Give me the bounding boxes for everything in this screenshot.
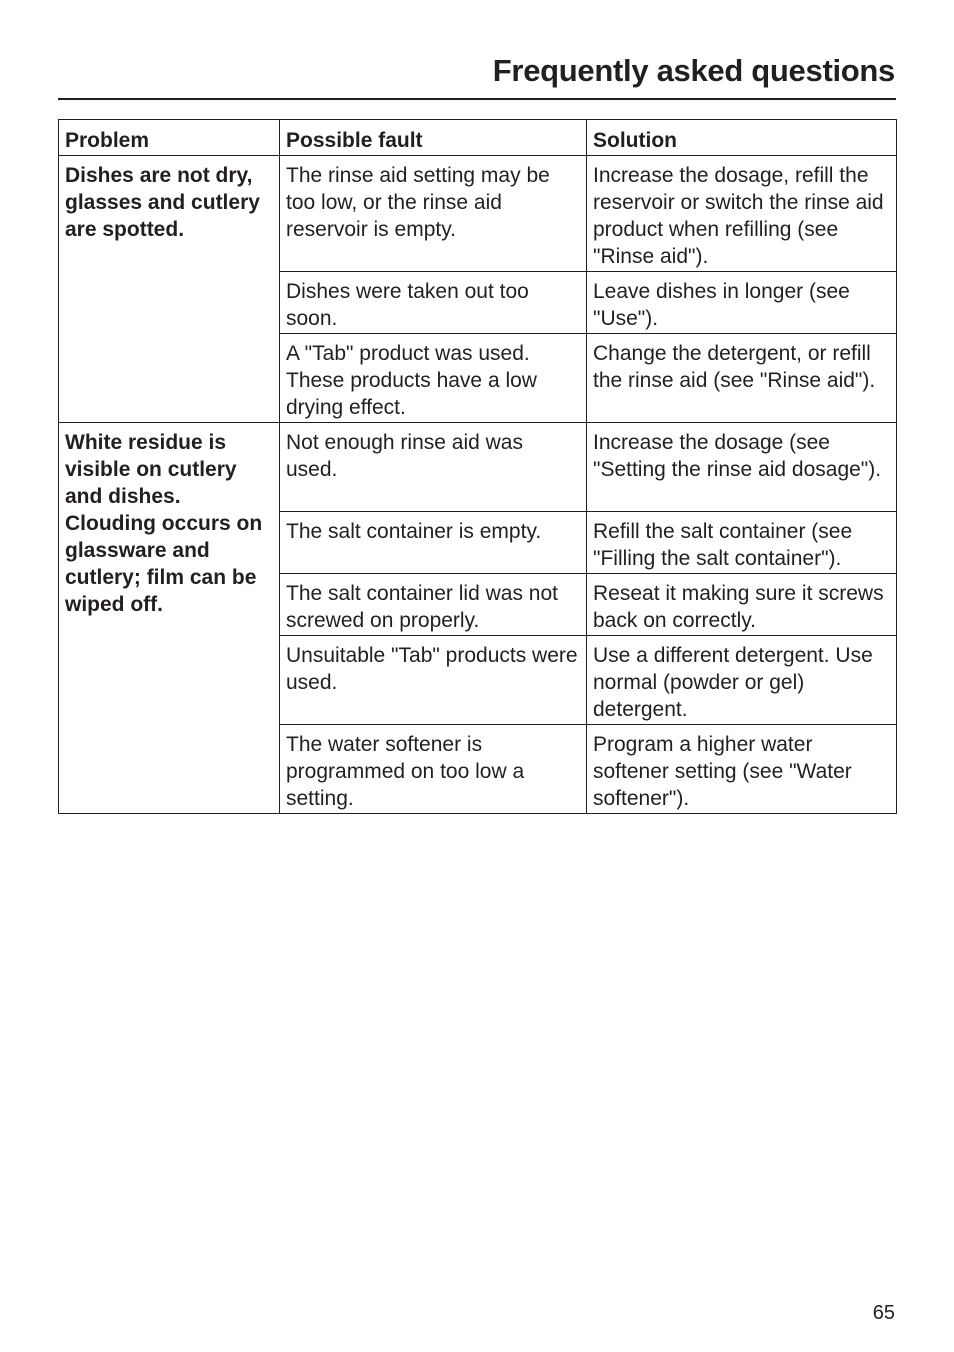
problem-cell: Dishes are not dry, glasses and cutlery are spotted. (59, 156, 280, 423)
solution-cell: Reseat it making sure it screws back on correctly. (587, 574, 897, 636)
title-divider (58, 98, 896, 100)
fault-cell: Not enough rinse aid was used. (280, 423, 587, 512)
fault-cell: Dishes were taken out too soon. (280, 272, 587, 334)
page-number: 65 (872, 1302, 895, 1324)
solution-cell: Program a higher water softener setting (see "Water softener"). (587, 725, 897, 814)
solution-cell: Refill the salt container (see "Filling the salt container"). (587, 512, 897, 574)
table-row (59, 156, 897, 272)
solution-cell: Use a different detergent. Use normal (powder or gel) detergent. (587, 636, 897, 725)
fault-cell: The salt container lid was not screwed on properly. (280, 574, 587, 636)
table-header-row (59, 120, 897, 156)
solution-cell: Increase the dosage, refill the reservoir or switch the rinse aid product when refilling (see "Rinse aid"). (587, 156, 897, 272)
header-possible-fault: Possible fault (280, 120, 587, 156)
solution-cell: Increase the dosage (see "Setting the rinse aid dosage"). (587, 423, 897, 512)
solution-cell: Leave dishes in longer (see "Use"). (587, 272, 897, 334)
fault-cell: The salt container is empty. (280, 512, 587, 574)
header-solution: Solution (587, 120, 897, 156)
table-row (59, 423, 897, 512)
fault-cell: The rinse aid setting may be too low, or the rinse aid reservoir is empty. (280, 156, 587, 272)
fault-cell: The water softener is programmed on too low a setting. (280, 725, 587, 814)
fault-cell: A "Tab" product was used. These products have a low drying effect. (280, 334, 587, 423)
fault-cell: Unsuitable "Tab" products were used. (280, 636, 587, 725)
header-problem: Problem (59, 120, 280, 156)
page-title: Frequently asked questions (492, 53, 895, 88)
faq-table (58, 119, 897, 814)
problem-cell: White residue is visible on cutlery and dishes. Clouding occurs on glassware and cutlery; film can be wiped off. (59, 423, 280, 814)
solution-cell: Change the detergent, or refill the rinse aid (see "Rinse aid"). (587, 334, 897, 423)
